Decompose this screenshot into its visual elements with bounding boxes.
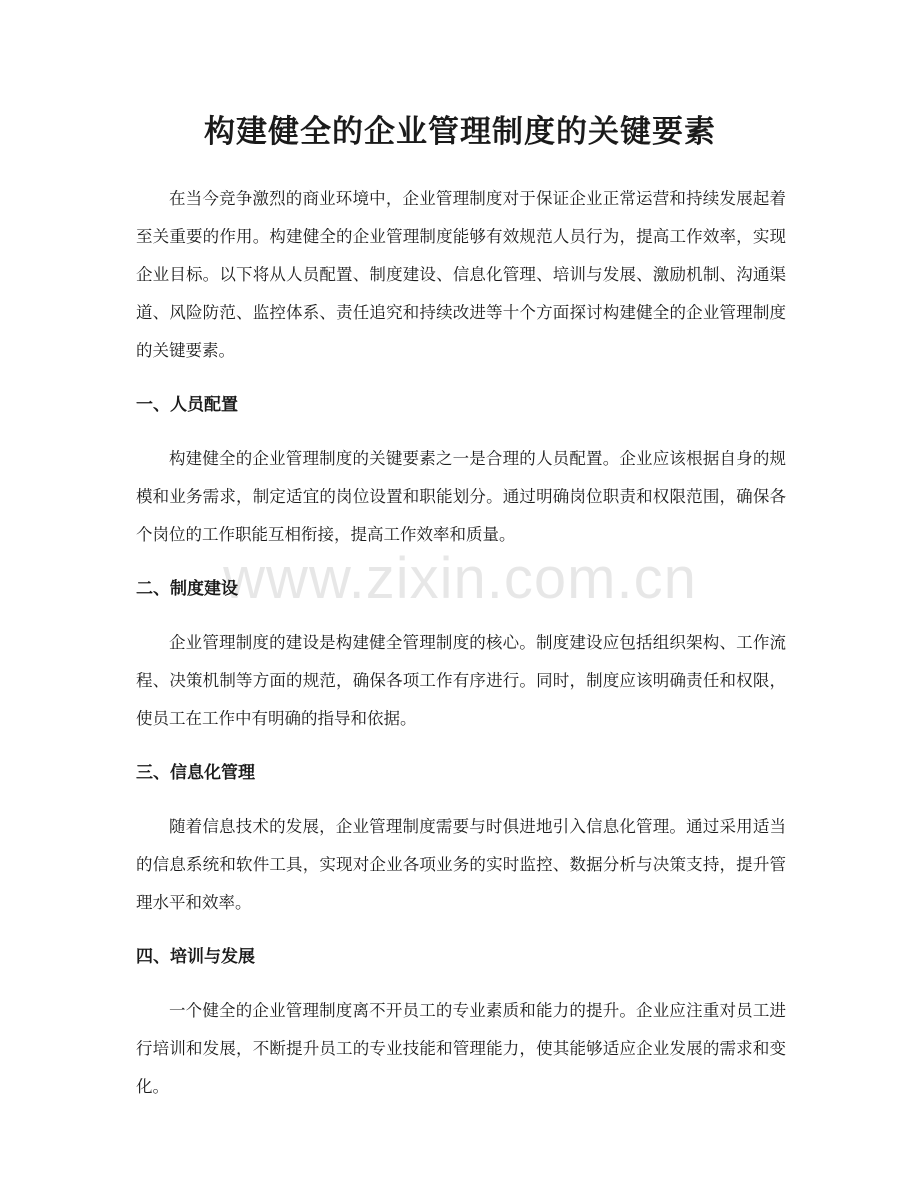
spacer — [136, 738, 786, 754]
watermark-text: www.zixin.com.cn — [223, 546, 697, 611]
spacer — [136, 424, 786, 440]
section-paragraph: 一个健全的企业管理制度离不开员工的专业素质和能力的提升。企业应注重对员工进行培训和发展，不断提升员工的专业技能和管理能力，使其能够适应企业发展的需求和变化。 — [136, 1001, 786, 1096]
section-paragraph: 构建健全的企业管理制度的关键要素之一是合理的人员配置。企业应该根据自身的规模和业务需求，制定适宜的岗位设置和职能划分。通过明确岗位职责和权限范围，确保各个岗位的工作职能互相衔接，提高工作效率和质量。 — [136, 449, 786, 544]
document-title: 构建健全的企业管理制度的关键要素 — [204, 114, 716, 150]
section-heading: 四、培训与发展 — [136, 947, 255, 967]
spacer — [136, 976, 786, 992]
spacer — [136, 792, 786, 808]
section-heading: 三、信息化管理 — [136, 763, 255, 783]
section-training-development — [136, 938, 786, 1106]
section-heading: 一、人员配置 — [136, 395, 238, 415]
spacer — [136, 922, 786, 938]
spacer — [136, 608, 786, 624]
section-system-building — [136, 570, 786, 738]
section-personnel — [136, 386, 786, 554]
section-heading: 二、制度建设 — [136, 579, 238, 599]
spacer — [136, 554, 786, 570]
section-paragraph: 随着信息技术的发展，企业管理制度需要与时俱进地引入信息化管理。通过采用适当的信息系统和软件工具，实现对企业各项业务的实时监控、数据分析与决策支持，提升管理水平和效率。 — [136, 817, 786, 912]
intro-paragraph: 在当今竞争激烈的商业环境中，企业管理制度对于保证企业正常运营和持续发展起着至关重要的作用。构建健全的企业管理制度能够有效规范人员行为，提高工作效率，实现企业目标。以下将从人员配置、制度建设、信息化管理、培训与发展、激励机制、沟通渠道、风险防范、监控体系、责任追究和持续改进等十个方面探讨构建健全的企业管理制度的关键要素。 — [136, 189, 786, 360]
spacer — [136, 370, 786, 386]
document-body — [136, 180, 786, 1106]
section-information-management — [136, 754, 786, 922]
section-paragraph: 企业管理制度的建设是构建健全管理制度的核心。制度建设应包括组织架构、工作流程、决策机制等方面的规范，确保各项工作有序进行。同时，制度应该明确责任和权限，使员工在工作中有明确的指导和依据。 — [136, 633, 786, 728]
